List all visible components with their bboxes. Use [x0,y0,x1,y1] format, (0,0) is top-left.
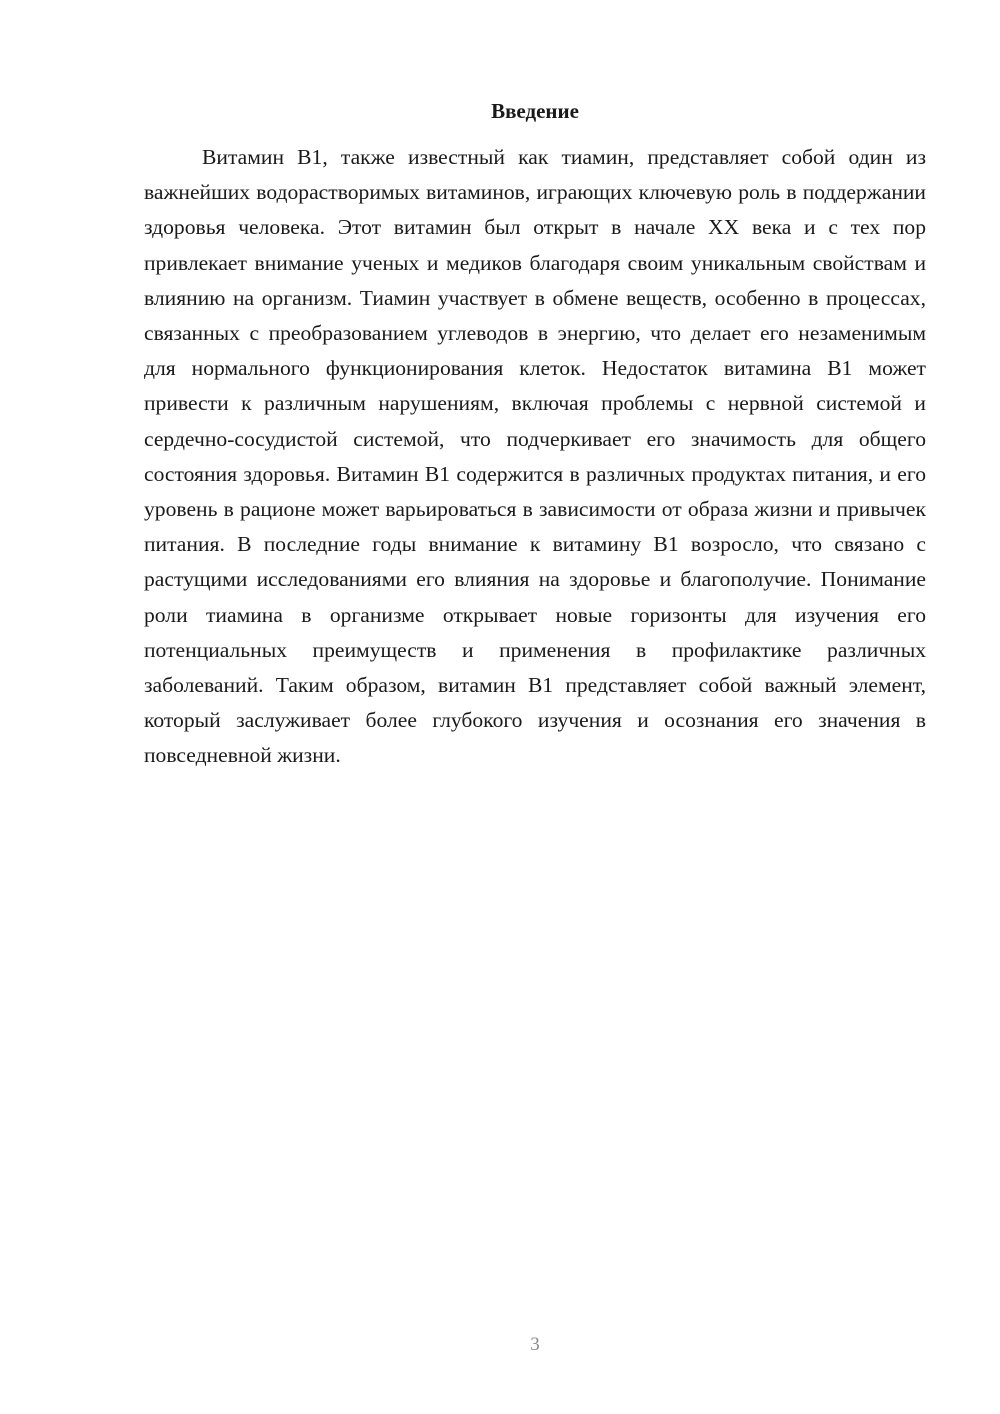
section-heading: Введение [491,99,579,123]
page-number: 3 [530,1334,540,1355]
body-paragraph: Витамин В1, также известный как тиамин, представляет собой один из важнейших водорастворимых витаминов, играющих ключевую роль в поддержании здоровья человека. Этот витамин был открыт в начале XX века и с тех пор привлекает внимание ученых и медиков благодаря своим уникальным свойствам и влиянию на организм. Тиамин участвует в обмене веществ, особенно в процессах, связанных с преобразованием углеводов в энергию, что делает его незаменимым для нормального функционирования клеток. Недостаток витамина В1 может привести к различным нарушениям, включая проблемы с нервной системой и сердечно-сосудистой системой, что подчеркивает его значимость для общего состояния здоровья. Витамин В1 содержится в различных продуктах питания, и его уровень в рационе может варьироваться в зависимости от образа жизни и привычек питания. В последние годы внимание к витамину В1 возросло, что связано с растущими исследованиями его влияния на здоровье и благополучие. Понимание роли тиамина в организме открывает новые горизонты для изучения его потенциальных преимуществ и применения в профилактике различных заболеваний. Таким образом, витамин В1 представляет собой важный элемент, который заслуживает более глубокого изучения и осознания его значения в повседневной жизни. [144,145,926,768]
